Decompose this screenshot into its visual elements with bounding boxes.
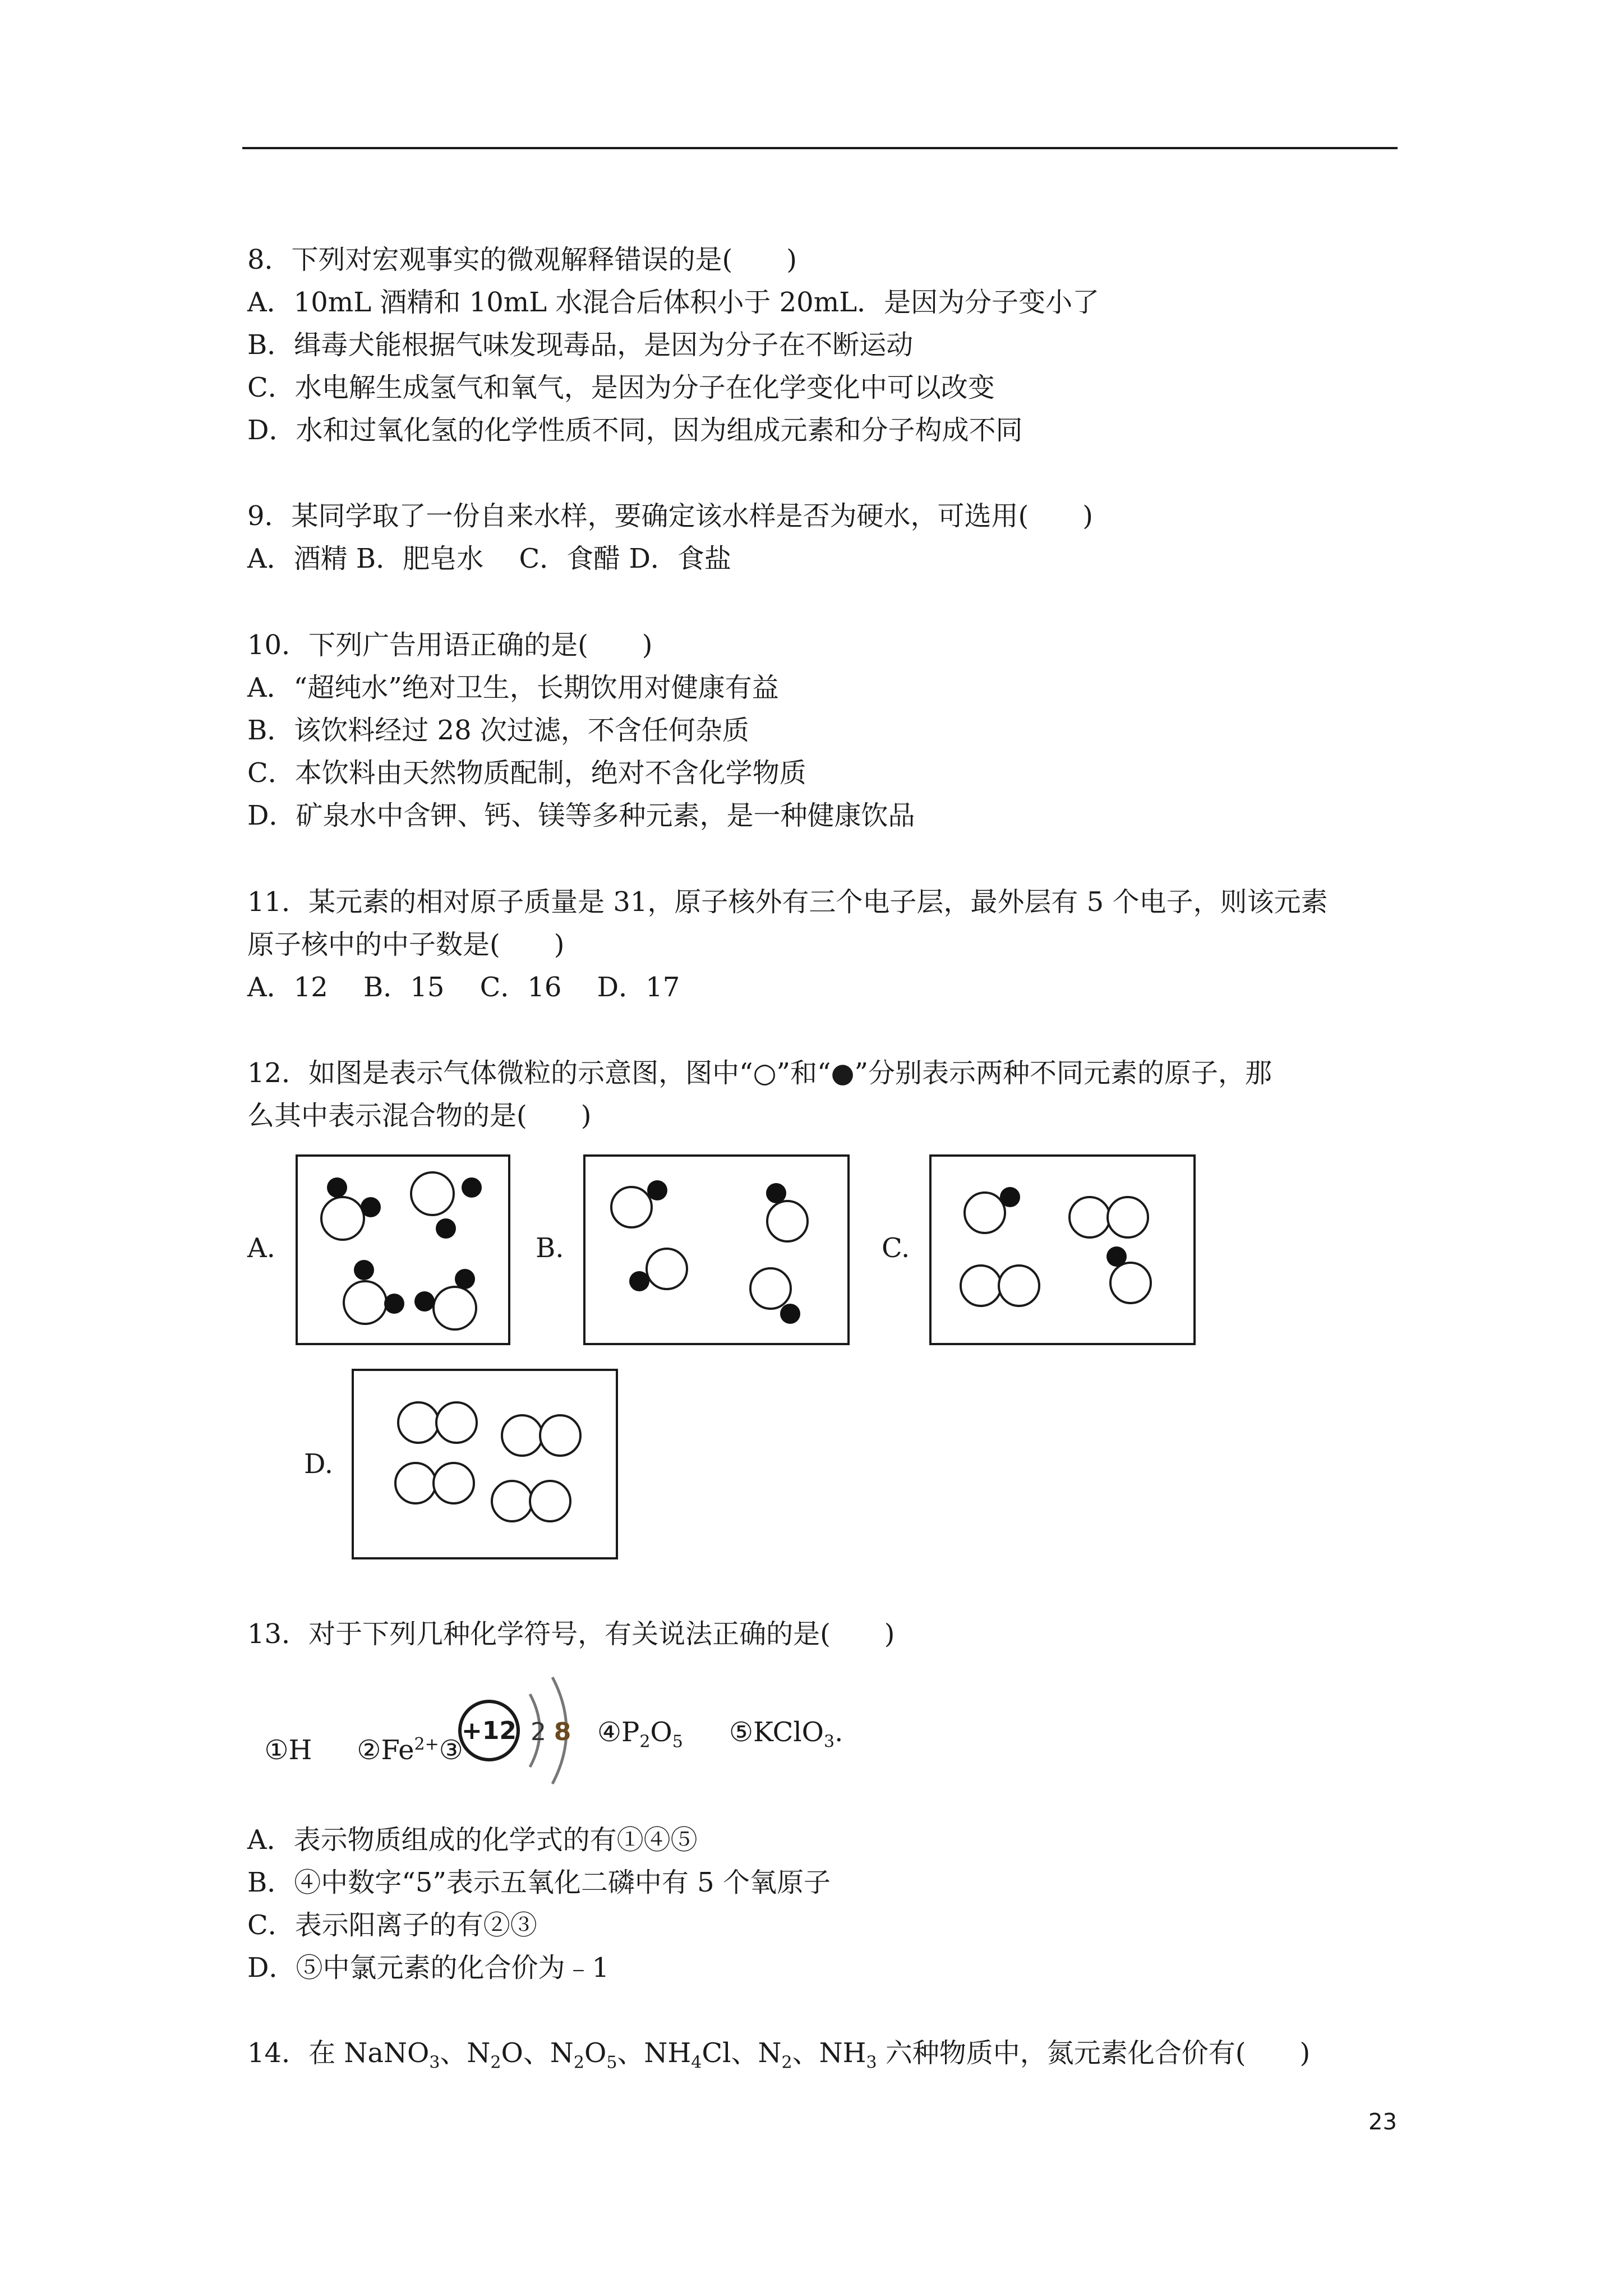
q12-diagram-b xyxy=(583,1154,850,1345)
q12-stem-line1: 12．如图是表示气体微粒的示意图，图中“○”和“●”分别表示两种不同元素的原子，那 xyxy=(247,1057,1272,1089)
mg-atom-structure-diagram xyxy=(454,1660,594,1801)
particle-diagram-a xyxy=(298,1157,513,1347)
q8-stem: 8．下列对宏观事实的微观解释错误的是( ) xyxy=(247,244,797,275)
q13-option-d: D．⑤中氯元素的化合价为﹣1 xyxy=(247,1952,610,1984)
q13-option-b: B．④中数字“5”表示五氧化二磷中有 5 个氧原子 xyxy=(247,1867,831,1898)
q10-option-a: A．“超纯水”绝对卫生，长期饮用对健康有益 xyxy=(247,672,779,703)
particle-diagram-b xyxy=(585,1157,852,1347)
q11-stem-line2: 原子核中的中子数是( ) xyxy=(247,929,565,960)
q12-label-a: A. xyxy=(247,1232,275,1264)
q12-label-b: B. xyxy=(536,1232,564,1264)
q9-stem: 9．某同学取了一份自来水样，要确定该水样是否为硬水，可选用( ) xyxy=(247,500,1093,532)
q13-symbols xyxy=(247,1694,463,1767)
symbol-h: ①H xyxy=(264,1734,312,1766)
q10-option-b: B．该饮料经过 28 次过滤，不含任何杂质 xyxy=(247,715,749,746)
shell-1-electrons: 2 xyxy=(531,1718,546,1746)
page-number: 23 xyxy=(1368,2109,1397,2135)
nucleus-charge: +12 xyxy=(461,1717,517,1745)
q12-diagram-c xyxy=(929,1154,1196,1345)
atom-structure-svg xyxy=(454,1660,594,1801)
q13-option-a: A．表示物质组成的化学式的有①④⑤ xyxy=(247,1824,698,1856)
symbol-kclo3: ⑤KClO$_3$. xyxy=(729,1717,843,1752)
q12-stem-line2: 么其中表示混合物的是( ) xyxy=(247,1100,592,1131)
shell-2-electrons: 8 xyxy=(554,1718,571,1746)
q12-diagram-a xyxy=(296,1154,510,1345)
q11-options: A．12 B．15 C．16 D．17 xyxy=(247,972,680,1003)
particle-diagram-c xyxy=(932,1157,1198,1347)
q8-option-b: B．缉毒犬能根据气味发现毒品，是因为分子在不断运动 xyxy=(247,329,914,361)
q10-stem: 10．下列广告用语正确的是( ) xyxy=(247,629,653,661)
q13-stem: 13．对于下列几种化学符号，有关说法正确的是( ) xyxy=(247,1618,895,1650)
header-rule xyxy=(242,147,1398,149)
q10-option-c: C．本饮料由天然物质配制，绝对不含化学物质 xyxy=(247,757,806,789)
symbol-fe-ion: $②Fe^{2+}③$ xyxy=(357,1734,463,1766)
q12-label-c: C. xyxy=(882,1232,910,1264)
q14-stem: 14．在 NaNO$_3$、$N_2O$、$N_2O_5$、$NH_4Cl$、$N_2$、$NH_3$ 六种物质中，氮元素化合价有( ) xyxy=(247,2037,1311,2073)
q8-option-d: D．水和过氧化氢的化学性质不同，因为组成元素和分子构成不同 xyxy=(247,415,1023,446)
q8-option-c: C．水电解生成氢气和氧气，是因为分子在化学变化中可以改变 xyxy=(247,372,995,403)
q8-option-a: A．10mL 酒精和 10mL 水混合后体积小于 20mL．是因为分子变小了 xyxy=(247,287,1100,318)
particle-diagram-d xyxy=(354,1371,620,1562)
q12-diagram-d xyxy=(352,1369,618,1559)
q12-label-d: D. xyxy=(304,1448,334,1480)
q11-stem-line1: 11．某元素的相对原子质量是 31，原子核外有三个电子层，最外层有 5 个电子，则该元素 xyxy=(247,886,1328,918)
symbol-p2o5: $④P_2O_5$ xyxy=(597,1717,683,1752)
q9-options: A．酒精 B．肥皂水 C．食醋 D．食盐 xyxy=(247,543,731,574)
q10-option-d: D．矿泉水中含钾、钙、镁等多种元素，是一种健康饮品 xyxy=(247,800,915,831)
q13-option-c: C．表示阳离子的有②③ xyxy=(247,1910,537,1941)
